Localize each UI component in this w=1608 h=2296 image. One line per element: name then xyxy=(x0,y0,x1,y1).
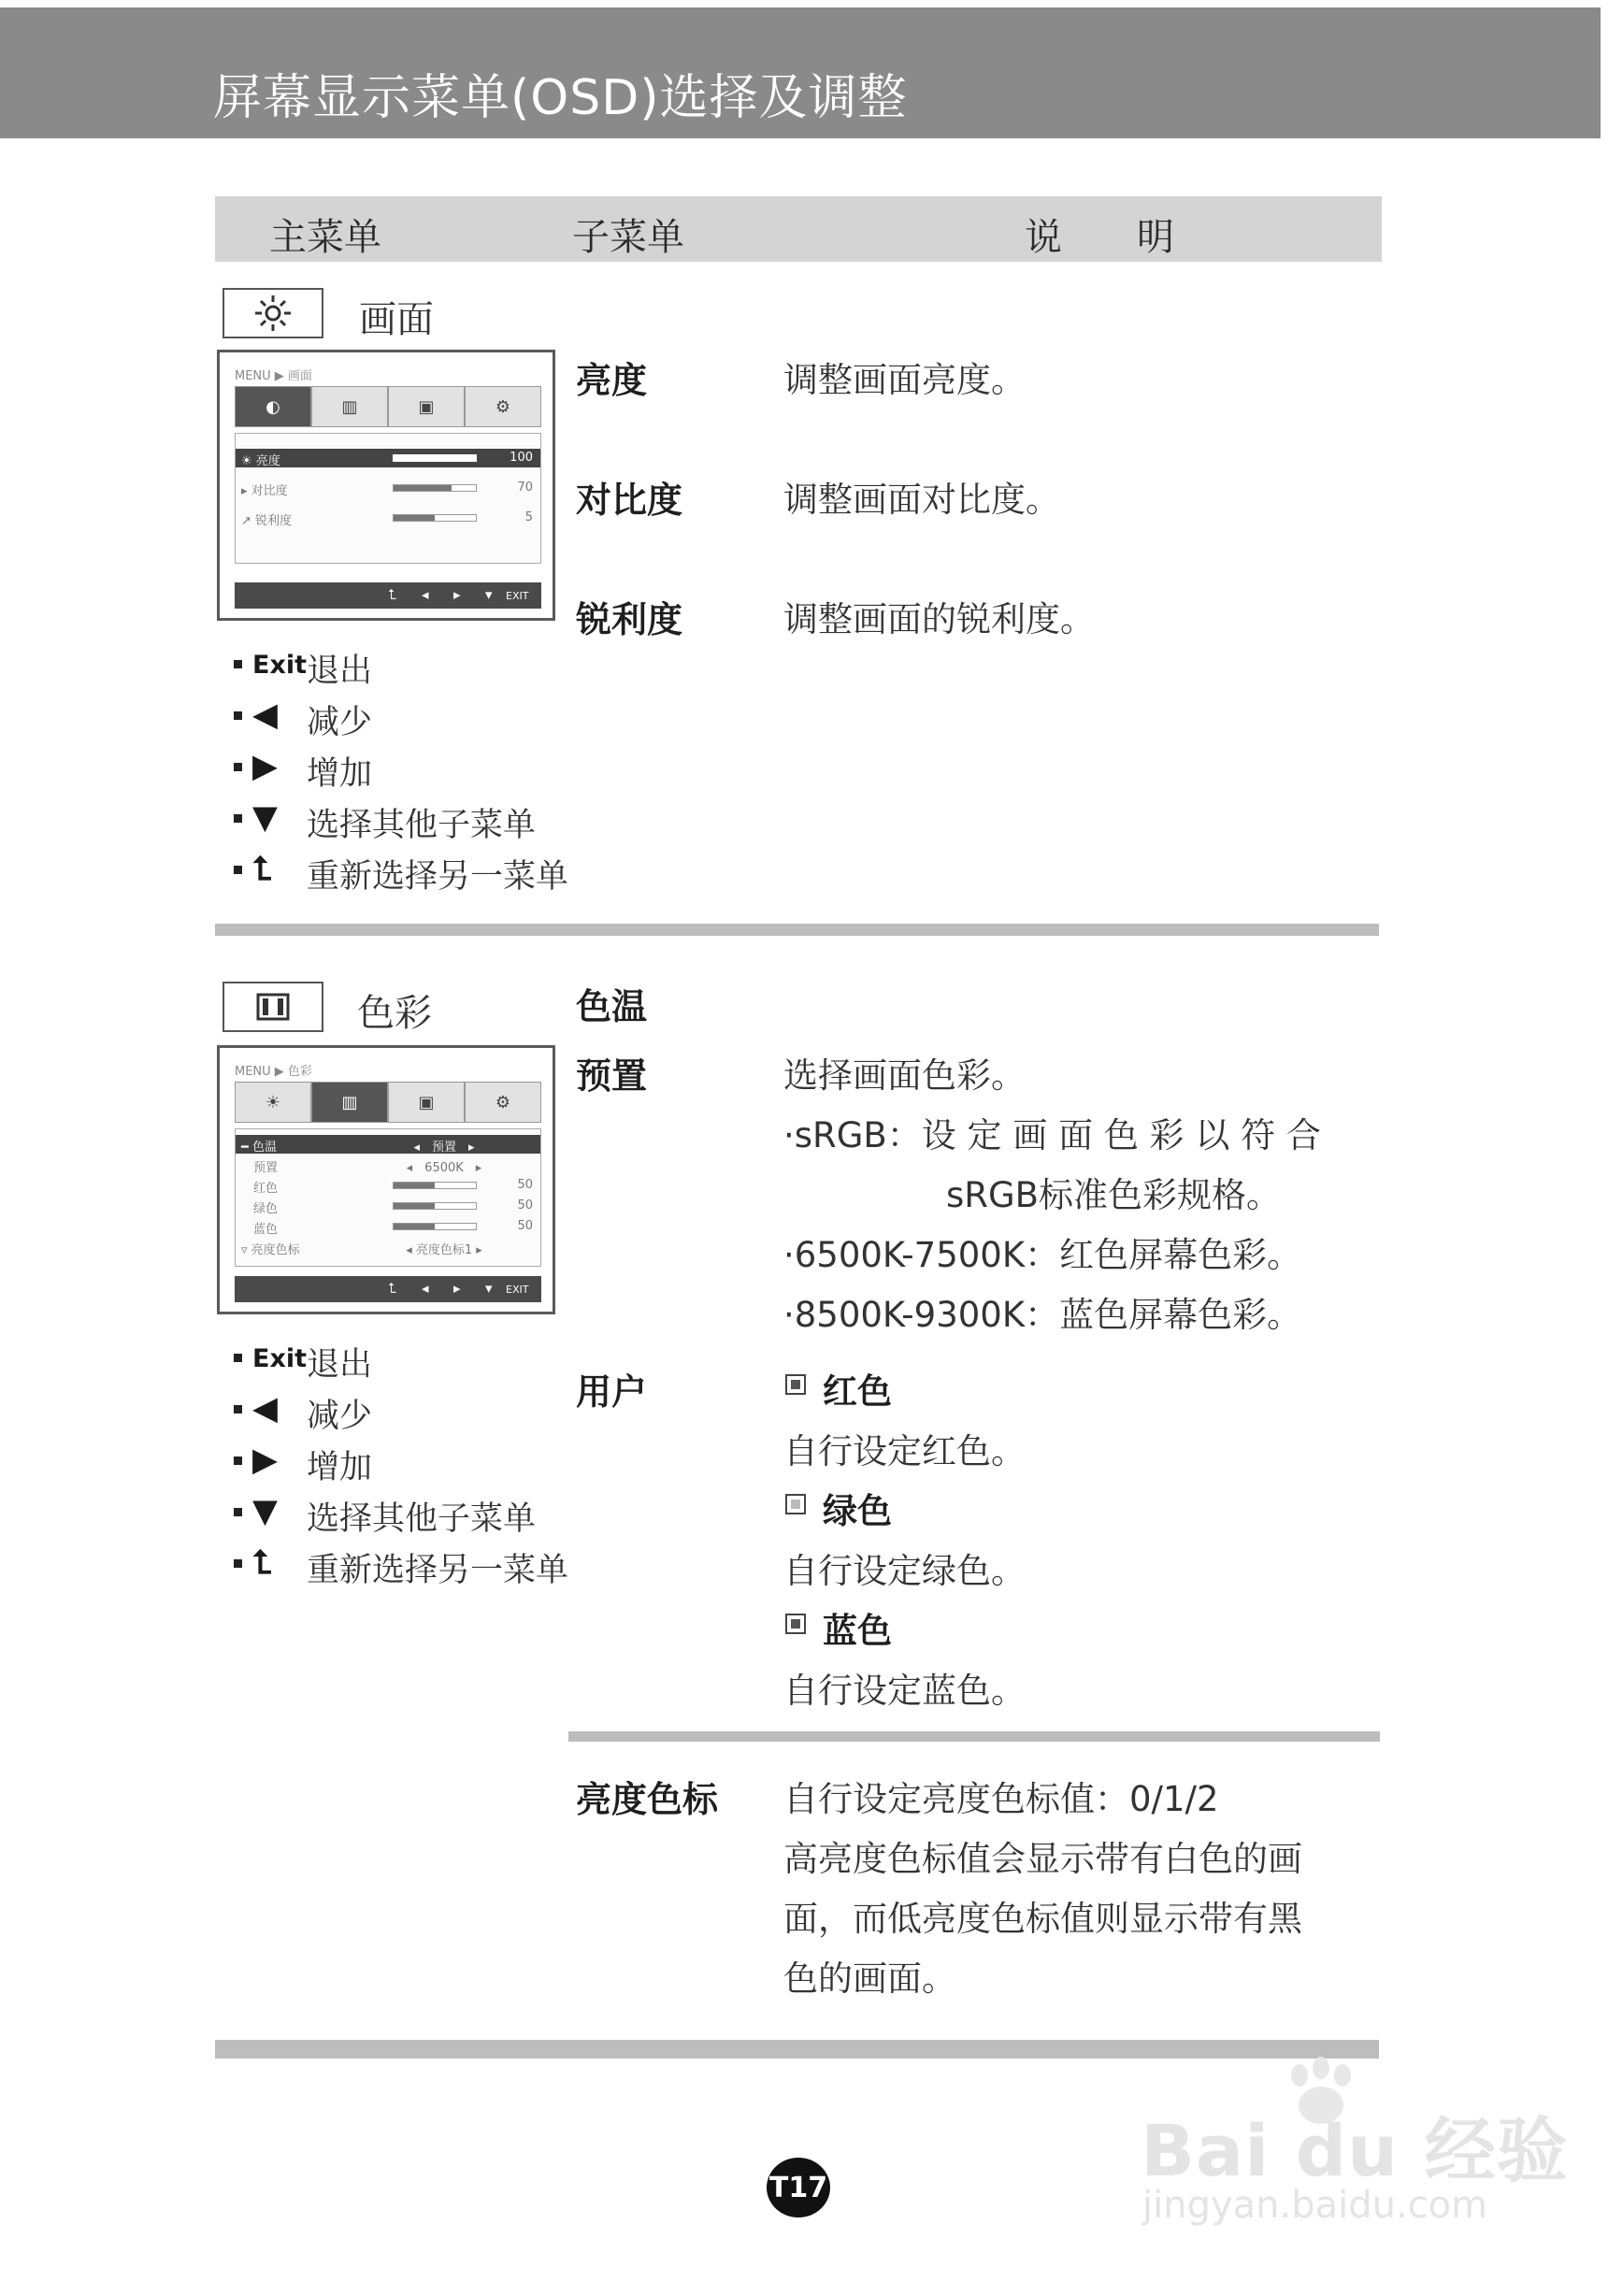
osd-footer xyxy=(235,582,541,609)
table-header-bar xyxy=(215,196,1382,262)
desc-preset-line: ·8500K-9300K：蓝色屏幕色彩。 xyxy=(783,1295,1302,1335)
osd-row-option: ◂ 预置 ▸ xyxy=(413,1141,475,1155)
osd-row-label: ━ 色温 xyxy=(241,1141,277,1155)
section-divider xyxy=(215,924,1379,936)
osd-row-label: 预置 xyxy=(241,1161,279,1175)
submenu-contrast: 对比度 xyxy=(576,480,683,521)
osd-level-bar xyxy=(393,1182,477,1189)
osd-row xyxy=(236,1217,540,1236)
legend-key: ◀ xyxy=(252,696,278,734)
user-red-desc: 自行设定红色。 xyxy=(783,1431,1026,1471)
osd-level-fill xyxy=(394,1183,435,1188)
osd-body xyxy=(235,1128,541,1267)
osd-tab-color-icon: ▥ xyxy=(311,1082,388,1123)
desc-gamma-line: 自行设定亮度色标值：0/1/2 xyxy=(783,1779,1219,1819)
legend-item xyxy=(230,1386,623,1438)
legend-text: 重新选择另一菜单 xyxy=(307,858,569,896)
osd-row-label: 绿色 xyxy=(241,1202,279,1216)
osd-row-value: 50 xyxy=(517,1178,533,1192)
page-title: 屏幕显示菜单(OSD)选择及调整 xyxy=(213,70,908,126)
legend-text: 增加 xyxy=(307,755,373,793)
osd-row-label: 红色 xyxy=(241,1182,279,1196)
osd-row xyxy=(236,1176,540,1195)
osd-row xyxy=(236,479,540,497)
osd-tabs xyxy=(235,1082,541,1123)
osd-exit-label: EXIT xyxy=(506,1284,529,1296)
key-legend-picture xyxy=(230,641,623,898)
osd-row-label: ▸ 对比度 xyxy=(241,484,288,498)
osd-level-fill xyxy=(394,1224,435,1229)
desc-sharpness: 调整画面的锐利度。 xyxy=(783,599,1095,639)
legend-text: 退出 xyxy=(307,1346,373,1384)
legend-item xyxy=(230,1489,623,1541)
osd-menu-path: MENU ▶ 色彩 xyxy=(235,1065,312,1079)
osd-color-screenshot xyxy=(217,1045,555,1314)
picture-menu-icon-box xyxy=(223,288,323,338)
osd-picture-screenshot xyxy=(217,350,555,621)
blue-swatch-icon xyxy=(785,1614,806,1634)
osd-right-icon: ▸ xyxy=(453,586,461,603)
submenu-color-temp: 色温 xyxy=(576,986,648,1027)
osd-tab-settings-icon: ⚙ xyxy=(465,1082,541,1123)
color-menu-name: 色彩 xyxy=(357,992,432,1035)
user-green-label: 绿色 xyxy=(823,1491,892,1531)
legend-text: 选择其他子菜单 xyxy=(307,1500,537,1538)
osd-row xyxy=(236,449,540,467)
submenu-gamma: 亮度色标 xyxy=(576,1779,719,1820)
legend-key: ⮤ xyxy=(252,1544,272,1582)
osd-tab-color-icon: ▥ xyxy=(311,386,388,427)
osd-row-label: ☀ 亮度 xyxy=(241,454,280,468)
legend-key: ◀ xyxy=(252,1390,278,1428)
osd-level-fill xyxy=(394,485,452,491)
legend-key: ⮤ xyxy=(252,851,272,888)
column-sub-menu: 子菜单 xyxy=(572,216,684,259)
red-swatch-icon xyxy=(785,1374,806,1395)
color-bars-icon xyxy=(224,983,322,1030)
user-blue-desc: 自行设定蓝色。 xyxy=(783,1671,1026,1711)
picture-menu-name: 画面 xyxy=(359,298,434,341)
submenu-sharpness: 锐利度 xyxy=(576,599,683,640)
osd-row-label: ↗ 锐利度 xyxy=(241,514,293,528)
osd-level-bar xyxy=(393,454,477,462)
color-menu-icon-box xyxy=(223,982,323,1032)
osd-tab-picture-icon: ☀ xyxy=(235,1082,311,1123)
osd-row xyxy=(236,1155,540,1174)
osd-tab-settings-icon: ⚙ xyxy=(465,386,541,427)
watermark-brand: Bai du 经验 xyxy=(1141,2109,1569,2192)
desc-preset-line: 选择画面色彩。 xyxy=(783,1055,1026,1096)
legend-key: ▶ xyxy=(252,748,278,785)
legend-item xyxy=(230,641,623,693)
legend-item xyxy=(230,796,623,847)
submenu-user: 用户 xyxy=(576,1371,648,1413)
desc-gamma-line: 高亮度色标值会显示带有白色的画 xyxy=(783,1839,1302,1879)
osd-row-value: 50 xyxy=(517,1198,533,1213)
legend-item xyxy=(230,847,623,898)
osd-down-icon: ▾ xyxy=(485,1280,493,1297)
brightness-icon xyxy=(224,290,322,337)
legend-item xyxy=(230,693,623,744)
osd-back-icon: ⮤ xyxy=(388,1280,396,1297)
user-blue-label: 蓝色 xyxy=(823,1611,892,1651)
osd-level-bar xyxy=(393,484,477,492)
osd-row xyxy=(236,509,540,527)
osd-down-icon: ▾ xyxy=(485,586,493,603)
osd-level-fill xyxy=(394,1203,435,1209)
osd-right-icon: ▸ xyxy=(453,1280,461,1297)
desc-preset-line: sRGB标准色彩规格。 xyxy=(946,1175,1282,1215)
osd-tab-display-icon: ▣ xyxy=(388,386,465,427)
legend-key: ▼ xyxy=(252,799,278,837)
osd-back-icon: ⮤ xyxy=(388,586,396,603)
desc-preset-line: ·sRGB：设 定 画 面 色 彩 以 符 合 xyxy=(783,1115,1321,1155)
legend-text: 选择其他子菜单 xyxy=(307,807,537,844)
legend-text: 退出 xyxy=(307,653,373,690)
key-legend-color xyxy=(230,1335,623,1592)
section-divider xyxy=(215,2040,1379,2059)
osd-tabs xyxy=(235,386,541,427)
legend-text: 重新选择另一菜单 xyxy=(307,1552,569,1589)
osd-level-bar xyxy=(393,514,477,522)
inner-divider xyxy=(568,1731,1380,1742)
page-number: T17 xyxy=(767,2158,830,2217)
osd-exit-label: EXIT xyxy=(506,590,529,602)
osd-level-bar xyxy=(393,1223,477,1230)
osd-row xyxy=(236,1197,540,1215)
legend-key: ▼ xyxy=(252,1493,278,1530)
osd-level-fill xyxy=(394,455,476,461)
user-red-label: 红色 xyxy=(823,1371,892,1412)
watermark-url: jingyan.baidu.com xyxy=(1142,2184,1488,2227)
osd-left-icon: ◂ xyxy=(422,1280,429,1297)
osd-level-bar xyxy=(393,1202,477,1210)
desc-brightness: 调整画面亮度。 xyxy=(783,360,1026,400)
osd-footer xyxy=(235,1276,541,1302)
osd-row-option: ◂ 6500K ▸ xyxy=(406,1161,482,1175)
osd-left-icon: ◂ xyxy=(422,586,429,603)
osd-row-label: ▿ 亮度色标 xyxy=(241,1243,300,1257)
legend-item xyxy=(230,744,623,796)
legend-key: ▶ xyxy=(252,1442,278,1479)
legend-text: 减少 xyxy=(307,704,373,741)
osd-row-value: 5 xyxy=(524,510,533,524)
osd-tab-picture-icon: ◐ xyxy=(235,386,311,427)
submenu-preset: 预置 xyxy=(576,1055,648,1097)
desc-contrast: 调整画面对比度。 xyxy=(783,480,1060,520)
desc-gamma-line: 色的画面。 xyxy=(783,1959,956,1999)
osd-row-value: 100 xyxy=(510,451,533,465)
legend-text: 增加 xyxy=(307,1449,373,1486)
osd-row-option: ◂ 亮度色标1 ▸ xyxy=(406,1243,482,1257)
legend-item xyxy=(230,1541,623,1592)
user-green-desc: 自行设定绿色。 xyxy=(783,1551,1026,1591)
column-description: 说 明 xyxy=(1025,216,1174,259)
column-main-menu: 主菜单 xyxy=(269,216,381,259)
legend-key: Exit xyxy=(252,651,308,680)
desc-preset-line: ·6500K-7500K：红色屏幕色彩。 xyxy=(783,1235,1302,1275)
osd-body xyxy=(235,433,541,564)
legend-key: Exit xyxy=(252,1344,308,1373)
legend-item xyxy=(230,1438,623,1489)
osd-menu-path: MENU ▶ 画面 xyxy=(235,369,312,383)
osd-tab-display-icon: ▣ xyxy=(388,1082,465,1123)
osd-row-value: 70 xyxy=(517,481,533,495)
osd-row xyxy=(236,1238,540,1256)
green-swatch-icon xyxy=(785,1494,806,1514)
osd-row-value: 50 xyxy=(517,1219,533,1233)
submenu-brightness: 亮度 xyxy=(576,360,648,401)
legend-item xyxy=(230,1335,623,1386)
osd-row xyxy=(236,1135,540,1154)
osd-row-label: 蓝色 xyxy=(241,1223,279,1237)
osd-level-fill xyxy=(394,515,435,521)
legend-text: 减少 xyxy=(307,1398,373,1435)
desc-gamma-line: 面，而低亮度色标值则显示带有黑 xyxy=(783,1899,1302,1939)
